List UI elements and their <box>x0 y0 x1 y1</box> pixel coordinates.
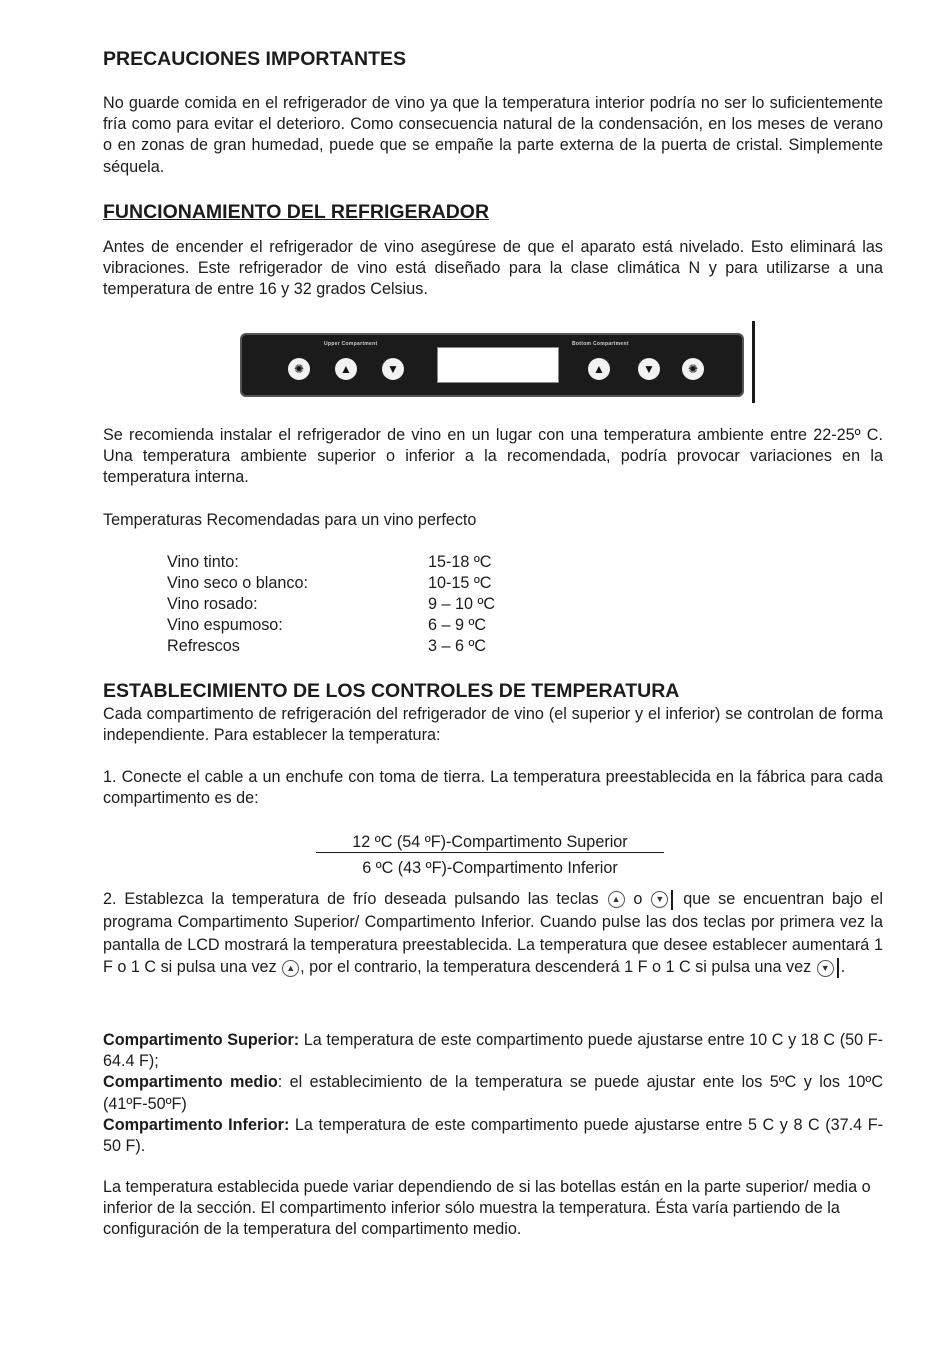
ambient-paragraph: Se recomienda instalar el refrigerador de vino en un lugar con una temperatura ambiente entre 22-25º C. Una temperatura ambiente superior o inferior a la recomendada, podría provocar variaciones en la temperatura interna. <box>103 426 883 487</box>
step-2-paragraph: 2. Establezca la temperatura de frío deseada pulsando las teclas ▲ o ▼ que se encuentran bajo el programa Compartimento Superior/ Compartimento Inferior. Cuando pulse las dos teclas por primera vez la pantalla de LCD mostrará la temperatura preestablecida. La temperatura que desee establecer aumentará 1 F o 1 C si pulsa una vez ▲ , por el contrario, la temperatura descenderá 1 F o 1 C si pulsa una vez ▼ . <box>103 890 884 977</box>
wine-row: Vino tinto: 15-18 ºC <box>167 553 492 571</box>
down-arrow-icon: ▼ <box>651 891 668 908</box>
up-arrow-icon: ▲ <box>608 891 625 908</box>
separator-bar <box>837 958 839 978</box>
light-icon: ✺ <box>682 358 704 380</box>
section-title-precautions: PRECAUCIONES IMPORTANTES <box>103 48 406 70</box>
section-title-operation: FUNCIONAMIENTO DEL REFRIGERADOR <box>103 201 490 223</box>
panel-edge-bar <box>752 321 755 403</box>
precautions-paragraph: No guarde comida en el refrigerador de vino ya que la temperatura interior podría no ser lo suficientemente fría como para evitar el deterioro. Como consecuencia natural de la condensación, en los meses de verano o en zonas de gran humedad, puede que se empañe la parte externa de la puerta de cristal. Simplemente séquela. <box>103 94 883 176</box>
wine-row: Vino espumoso: 6 – 9 ºC <box>167 616 487 634</box>
section-title-controls: ESTABLECIMIENTO DE LOS CONTROLES DE TEMPERATURA <box>103 680 680 702</box>
upper-compartment-label: Upper Compartment <box>324 341 378 347</box>
wine-row: Refrescos 3 – 6 ºC <box>167 637 487 655</box>
down-arrow-icon: ▼ <box>382 358 404 380</box>
recommended-heading: Temperaturas Recomendadas para un vino perfecto <box>103 511 477 529</box>
operation-paragraph: Antes de encender el refrigerador de vino asegúrese de que el aparato está nivelado. Esto eliminará las vibraciones. Este refrigerador de vino está diseñado para la clase climática N y para utilizarse a una temperatura de entre 16 y 32 grados Celsius. <box>103 238 883 299</box>
factory-setting-lower: 6 ºC (43 ºF)-Compartimento Inferior <box>362 859 618 877</box>
closing-paragraph: La temperatura establecida puede variar dependiendo de si las botellas están en la parte superior/ media o inferior de la sección. El compartimento inferior sólo muestra la temperatura. Ésta varía partiendo de la configuración de la temperatura del compartimento medio. <box>103 1178 871 1239</box>
lcd-display <box>437 347 559 383</box>
compartment-ranges: Compartimento Superior: La temperatura de este compartimento puede ajustarse entre 10 C y 18 C (50 F-64.4 F); Compartimento medio: el establecimiento de la temperatura se puede ajustar ente los 5ºC y los 10ºC (41ºF-50ºF) Compartimento Inferior: La temperatura de este compartimento puede ajustarse entre 5 C y 8 C (37.4 F-50 F). <box>103 1031 884 1156</box>
bottom-compartment-label: Bottom Compartment <box>572 341 629 347</box>
up-arrow-icon: ▲ <box>282 960 299 977</box>
controls-intro-paragraph: Cada compartimento de refrigeración del refrigerador de vino (el superior y el inferior) se controlan de forma independiente. Para establecer la temperatura: <box>103 705 883 745</box>
factory-setting-upper: 12 ºC (54 ºF)-Compartimento Superior <box>316 832 664 853</box>
up-arrow-icon: ▲ <box>588 358 610 380</box>
wine-row: Vino rosado: 9 – 10 ºC <box>167 595 496 613</box>
step-1-paragraph: 1. Conecte el cable a un enchufe con toma de tierra. La temperatura preestablecida en la fábrica para cada compartimento es de: <box>103 768 883 808</box>
control-panel-image <box>240 333 744 397</box>
up-arrow-icon: ▲ <box>335 358 357 380</box>
down-arrow-icon: ▼ <box>817 960 834 977</box>
light-icon: ✺ <box>288 358 310 380</box>
separator-bar <box>671 890 673 910</box>
down-arrow-icon: ▼ <box>638 358 660 380</box>
wine-temperature-table <box>167 552 567 657</box>
wine-row: Vino seco o blanco: 10-15 ºC <box>167 574 492 592</box>
